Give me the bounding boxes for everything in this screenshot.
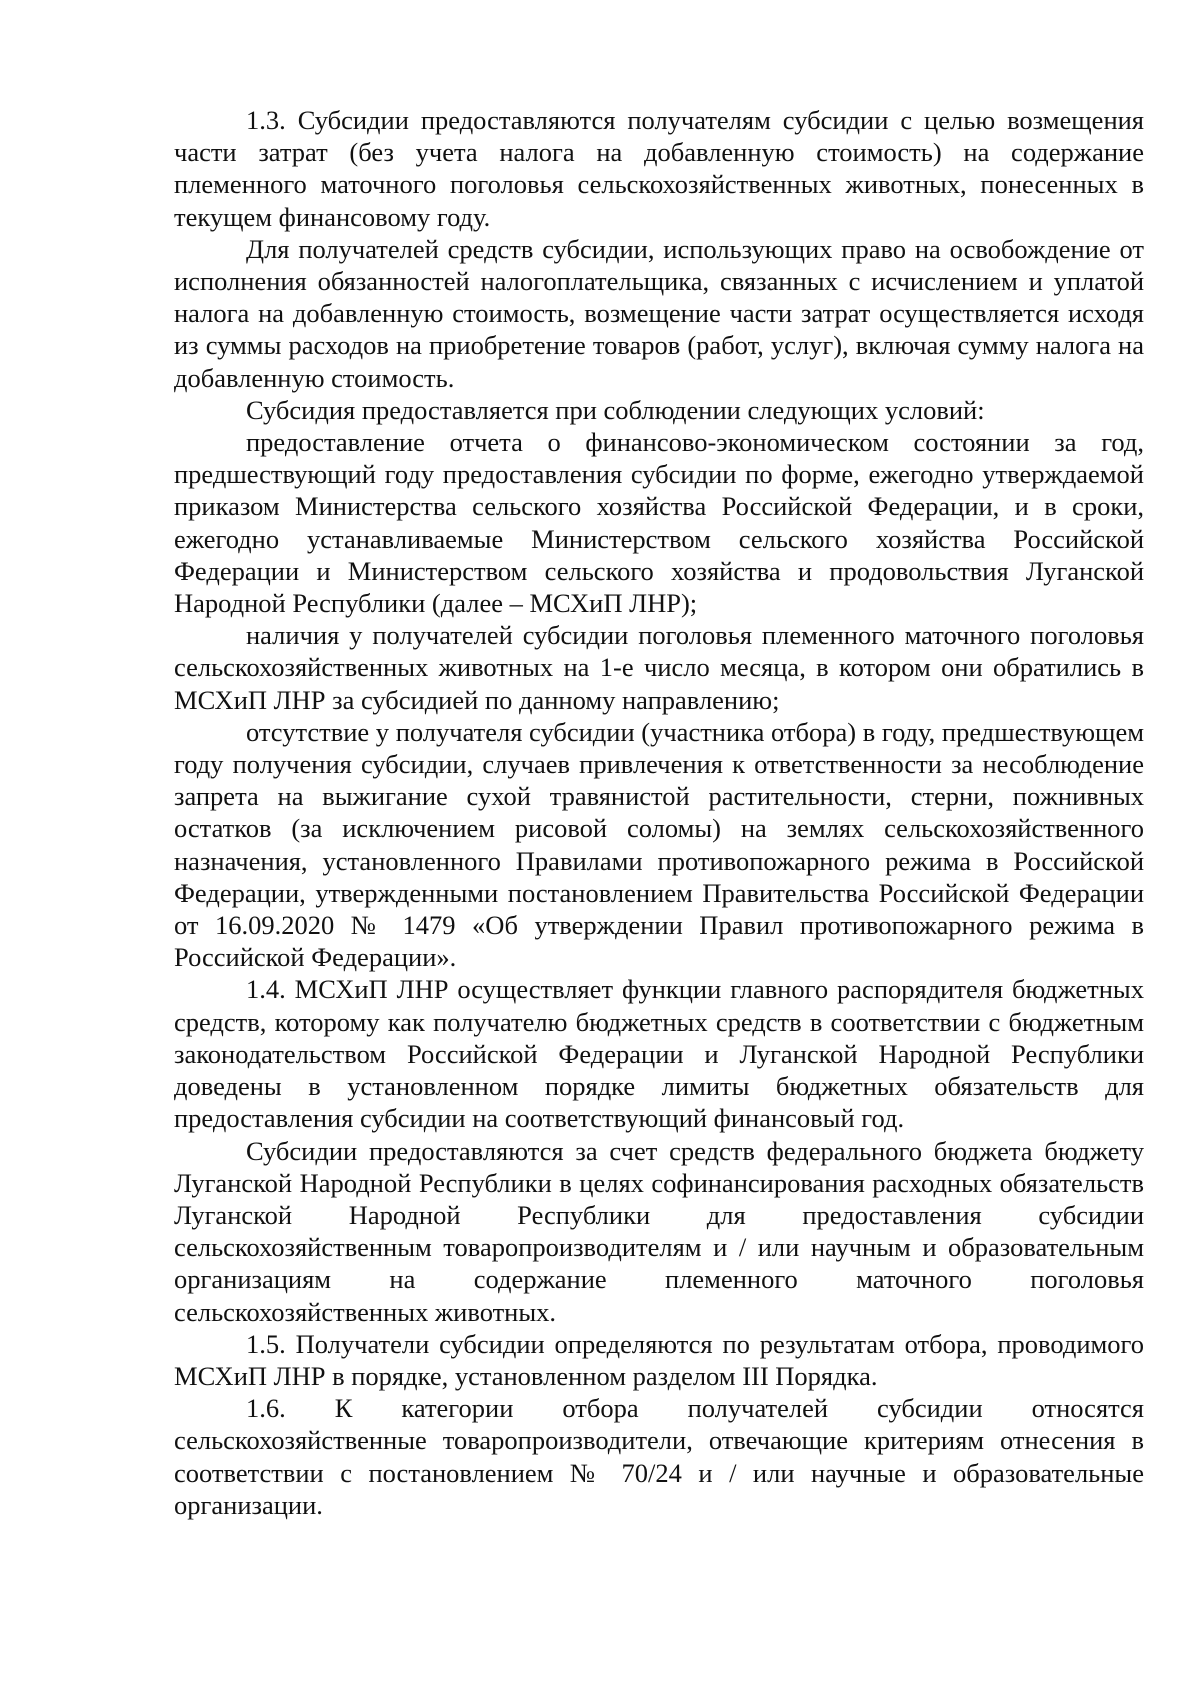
paragraph-vat-exempt: Для получателей средств субсидии, использующих право на освобождение от исполнения обязанностей налогоплательщика, связанных с исчислением и уплатой налога на добавленную стоимость, возмещение части затрат осуществляется исходя из суммы расходов на приобретение товаров (работ, услуг), включая сумму налога на добавленную стоимость. [174,233,1144,393]
condition-no-fire-violations: отсутствие у получателя субсидии (участника отбора) в году, предшествующем году получения субсидии, случаев привлечения к ответственности за несоблюдение запрета на выжигание сухой травянистой растительности, стерни, пожнивных остатков (за исключением рисовой соломы) на землях сельскохозяйственного назначения, установленного Правилами противопожарного режима в Российской Федерации, утвержденными постановлением Правительства Российской Федерации от 16.09.2020 № 1479 «Об утверждении Правил противопожарного режима в Российской Федерации». [174,716,1144,973]
paragraph-1-3: 1.3. Субсидии предоставляются получателям субсидии с целью возмещения части затрат (без учета налога на добавленную стоимость) на содержание племенного маточного поголовья сельскохозяйственных животных, понесенных в текущем финансовому году. [174,105,1144,232]
document-page [174,104,1144,1521]
paragraph-1-4: 1.4. МСХиП ЛНР осуществляет функции главного распорядителя бюджетных средств, которому как получателю бюджетных средств в соответствии с бюджетным законодательством Российской Федерации и Луганской Народной Республики доведены в установленном порядке лимиты бюджетных обязательств для предоставления субсидии на соответствующий финансовый год. [174,974,1144,1134]
paragraph-federal-funding: Субсидии предоставляются за счет средств федерального бюджета бюджету Луганской Народной Республики в целях софинансирования расходных обязательств Луганской Народной Республики для предоставления субсидии сельскохозяйственным товаропроизводителям и / или научным и образовательным организациям на содержание племенного маточного поголовья сельскохозяйственных животных. [174,1135,1144,1327]
paragraph-1-6: 1.6. К категории отбора получателей субсидии относятся сельскохозяйственные товаропроизводители, отвечающие критериям отнесения в соответствии с постановлением № 70/24 и / или научные и образовательные организации. [174,1393,1144,1520]
paragraph-conditions-intro: Субсидия предоставляется при соблюдении следующих условий: [246,394,985,425]
paragraph-1-5: 1.5. Получатели субсидии определяются по результатам отбора, проводимого МСХиП ЛНР в порядке, установленном разделом III Порядка. [174,1328,1144,1391]
condition-livestock: наличия у получателей субсидии поголовья племенного маточного поголовья сельскохозяйственных животных на 1-е число месяца, в котором они обратились в МСХиП ЛНР за субсидией по данному направлению; [174,620,1144,715]
condition-report: предоставление отчета о финансово-экономическом состоянии за год, предшествующий году предоставления субсидии по форме, ежегодно утверждаемой приказом Министерства сельского хозяйства Российской Федерации, и в сроки, ежегодно устанавливаемые Министерством сельского хозяйства Российской Федерации и Министерством сельского хозяйства и продовольствия Луганской Народной Республики (далее – МСХиП ЛНР); [174,427,1144,619]
